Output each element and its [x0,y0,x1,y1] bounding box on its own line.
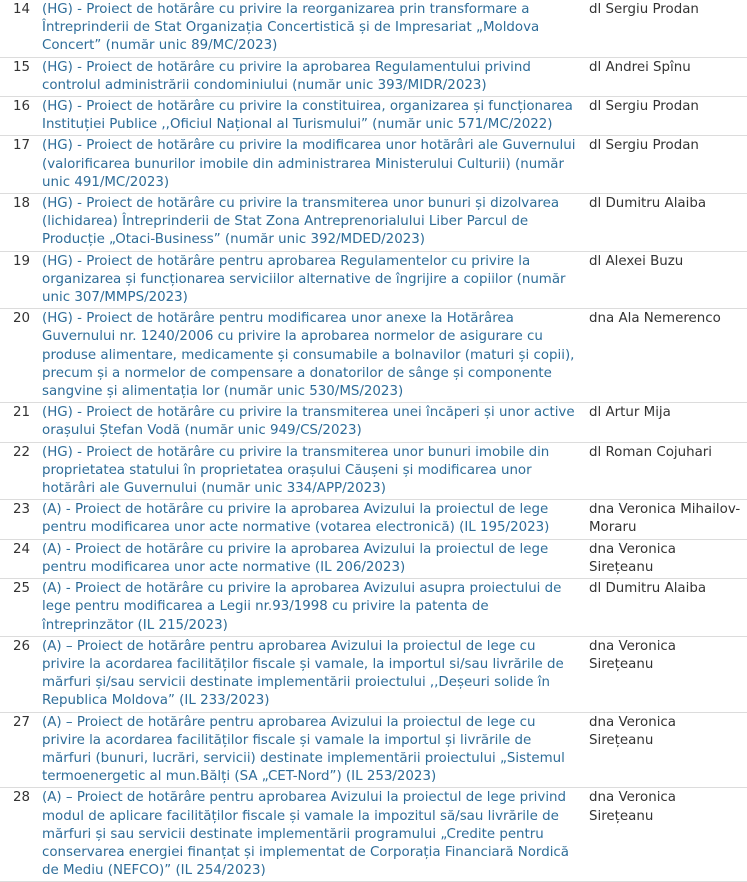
item-title-link[interactable]: (HG) - Proiect de hotărâre cu privire la transmiterea unor bunuri și dizolvarea (lichidarea) Întreprinderii de Stat Zona Antreprenorialului Liber Parcul de Producție „Otaci-Business” (număr unic 392/MDED/2023) [42,196,560,248]
item-title-link[interactable]: (A) - Proiect de hotărâre cu privire la aprobarea Avizului la proiectul de lege pentru modificarea unor acte normative (votarea electronică) (IL 195/2023) [42,502,550,536]
item-responsible: dl Dumitru Alaiba [589,581,707,597]
item-title-link[interactable]: (A) - Proiect de hotărâre cu privire la aprobarea Avizului asupra proiectului de lege pentru modificarea a Legii nr.93/1998 cu privire la patenta de întreprinzător (IL 215/2023) [42,581,562,633]
item-title-link[interactable]: (HG) - Proiect de hotărâre cu privire la aprobarea Regulamentului privind controlul administrării condominiului (număr unic 393/MIDR/2023) [42,59,531,93]
item-title-link[interactable]: (HG) - Proiect de hotărâre cu privire la reorganizarea prin transformare a Întreprinderii de Stat Organizația Concertistică și de Impresariat „Moldova Concert” (număr unic 89/MC/2023) [42,2,540,54]
table-row [0,97,747,136]
item-responsible: dl Dumitru Alaiba [589,196,707,212]
table-row [0,539,747,578]
item-number: 22 [13,444,31,460]
table-row [0,788,747,882]
table-row [0,579,747,637]
item-number: 26 [13,638,31,654]
item-responsible: dl Andrei Spînu [589,59,691,75]
item-responsible: dna Veronica Mihailov-Moraru [589,502,741,536]
item-responsible: dna Veronica Sirețeanu [589,790,676,824]
table-row [0,136,747,194]
item-number: 19 [13,253,31,269]
item-number: 21 [13,405,31,421]
item-title-link[interactable]: (A) – Proiect de hotărâre pentru aprobarea Avizului la proiectul de lege privind modul de aplicare facilităților fiscale și vamale la impozitul să/sau livrările de mărfuri și sau servicii destinate implementării programului „Credite pentru conservarea energiei finanțat și implementat de Corporația Financiară Nordică de Mediu (NEFCO)” (IL 254/2023) [42,790,569,879]
item-responsible: dl Sergiu Prodan [589,2,699,17]
item-title-link[interactable]: (HG) - Proiect de hotărâre cu privire la transmiterea unei încăperi și unor active orașului Ștefan Vodă (număr unic 949/CS/2023) [42,405,575,439]
item-number: 17 [13,138,31,154]
item-responsible: dl Roman Cojuhari [589,444,713,460]
item-title-link[interactable]: (A) – Proiect de hotărâre pentru aprobarea Avizului la proiectul de lege cu privire la acordarea facilităților fiscale și vamale, la importul si/sau livrările de mărfuri și/sau servicii destinate implementării proiectului ,,Deșeuri solide în Republica Moldova” (IL 233/2023) [42,638,564,709]
item-number: 24 [13,541,31,557]
item-responsible: dna Veronica Sirețeanu [589,714,676,748]
item-number: 16 [13,99,31,115]
table-row [0,0,747,57]
item-responsible: dl Artur Mija [589,405,671,421]
item-number: 14 [13,2,31,17]
item-title-link[interactable]: (A) - Proiect de hotărâre cu privire la aprobarea Avizului la proiectul de lege pentru modificarea unor acte normative (IL 206/2023) [42,541,549,575]
item-number: 27 [13,714,31,730]
item-number: 20 [13,311,31,327]
item-responsible: dna Ala Nemerenco [589,311,721,327]
table-row [0,442,747,500]
table-row [0,712,747,788]
table-row [0,403,747,442]
table-row [0,500,747,539]
item-number: 15 [13,59,31,75]
item-responsible: dna Veronica Sirețeanu [589,541,676,575]
item-number: 23 [13,502,31,518]
item-number: 18 [13,196,31,212]
item-responsible: dna Veronica Sirețeanu [589,638,676,672]
item-title-link[interactable]: (HG) - Proiect de hotărâre cu privire la transmiterea unor bunuri imobile din proprietatea statului în proprietatea orașului Căușeni și modificarea unor hotărâri ale Guvernului (număr unic 334/APP/2023) [42,444,550,497]
table-row [0,309,747,403]
item-number: 25 [13,581,31,597]
item-title-link[interactable]: (HG) - Proiect de hotărâre pentru modificarea unor anexe la Hotărârea Guvernului nr. 1240/2006 cu privire la aprobarea normelor de asigurare cu produse alimentare, medicamente și consumabile a bolnavilor (maturi și copii), precum și a normelor de compensare a donatorilor de sânge și componente sangvine și alimentația lor (număr unic 530/MS/2023) [42,311,575,400]
table-row [0,636,747,712]
table-row [0,57,747,96]
item-title-link[interactable]: (HG) - Proiect de hotărâre cu privire la modificarea unor hotărâri ale Guvernului (valorificarea bunurilor imobile din administrarea Ministerului Culturii) (număr unic 491/MC/2023) [42,138,576,190]
item-title-link[interactable]: (HG) - Proiect de hotărâre pentru aprobarea Regulamentelor cu privire la organizarea și funcționarea serviciilor alternative de îngrijire a copiilor (număr unic 307/MMPS/2023) [42,253,566,306]
item-responsible: dl Alexei Buzu [589,253,684,269]
item-number: 28 [13,790,31,806]
item-responsible: dl Sergiu Prodan [589,138,699,154]
item-responsible: dl Sergiu Prodan [589,99,699,115]
table-row [0,194,747,252]
item-title-link[interactable]: (A) – Proiect de hotărâre pentru aprobarea Avizului la proiectul de lege cu privire la acordarea facilităților fiscale și vamale la importul și livrările de mărfuri (bunuri, lucrări, servicii) destinate implementării proiectului „Sistemul termoenergetic al mun.Bălți (SA „CET-Nord”) (IL 253/2023) [42,714,565,785]
table-row [0,251,747,309]
item-title-link[interactable]: (HG) - Proiect de hotărâre cu privire la constituirea, organizarea și funcționarea Instituției Publice ,,Oficiul Național al Turismului” (număr unic 571/MC/2022) [42,99,573,133]
